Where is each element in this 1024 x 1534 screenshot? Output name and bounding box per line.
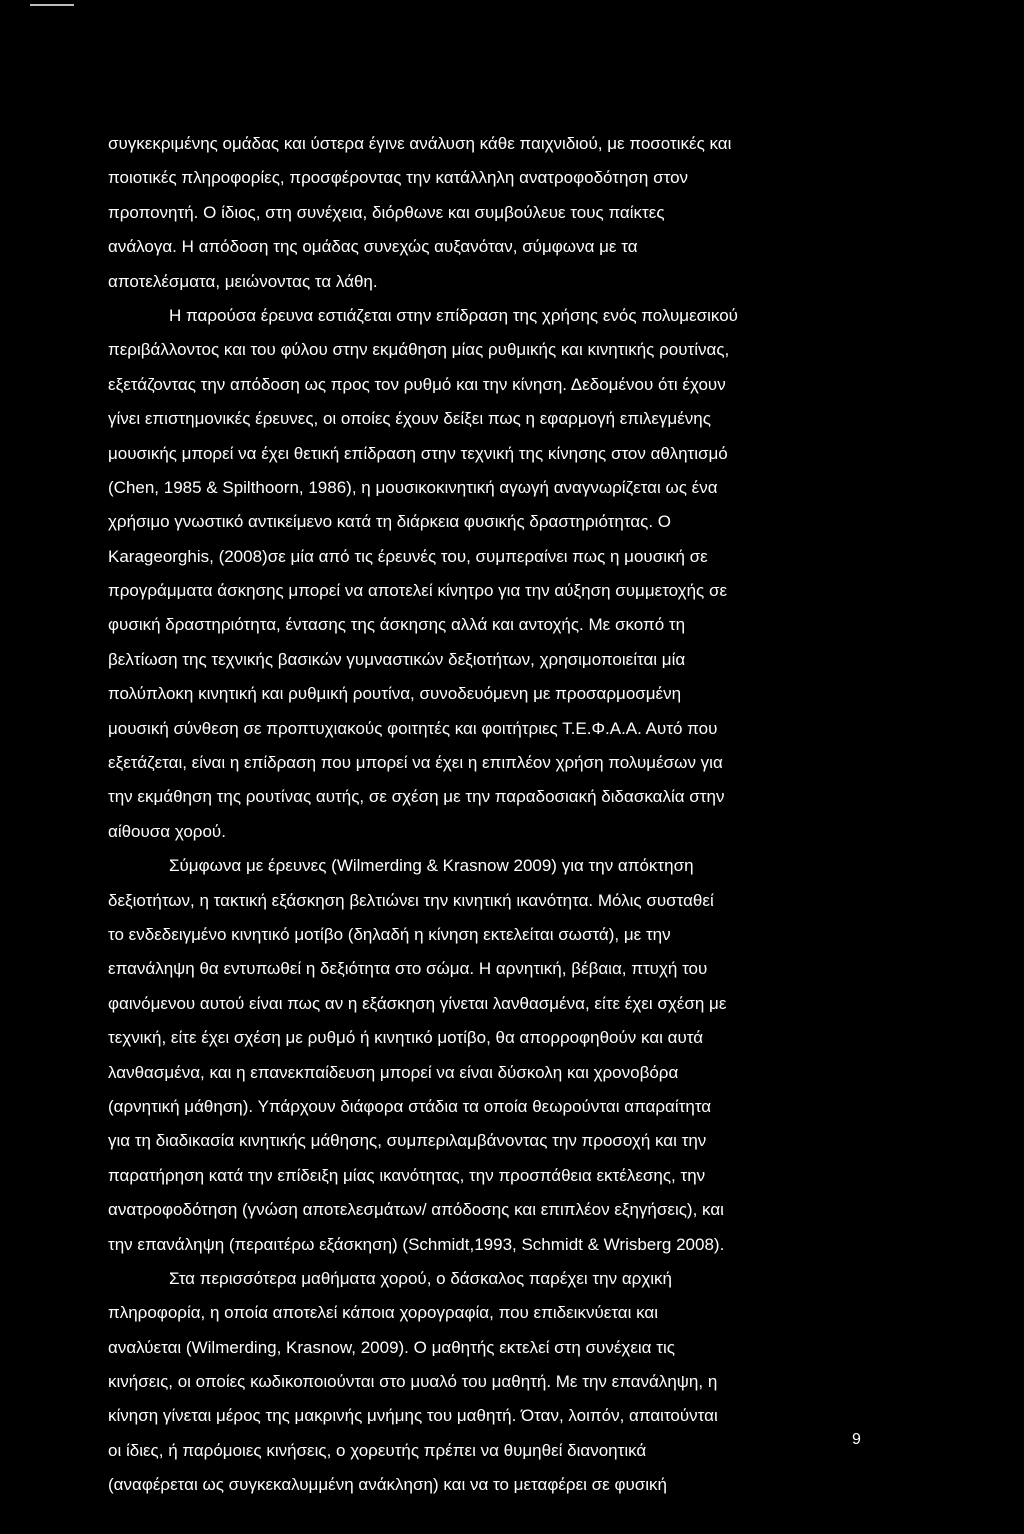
text-line: δεξιοτήτων, η τακτική εξάσκηση βελτιώνει την κινητική ικανότητα. Μόλις συσταθεί	[108, 890, 714, 910]
text-line: κινήσεις, οι οποίες κωδικοποιούνται στο μυαλό του μαθητή. Με την επανάληψη, η	[108, 1372, 718, 1392]
text-line: αποτελέσματα, μειώνοντας τα λάθη.	[108, 271, 378, 291]
text-line: πληροφορία, η οποία αποτελεί κάποια χορογραφία, που επιδεικνύεται και	[108, 1303, 659, 1323]
text-line: Στα περισσότερα μαθήματα χορού, ο δάσκαλος παρέχει την αρχική	[169, 1268, 672, 1288]
text-line: αίθουσα χορού.	[108, 821, 226, 841]
text-line: (Chen, 1985 & Spilthoorn, 1986), η μουσικοκινητική αγωγή αναγνωρίζεται ως ένα	[108, 477, 718, 497]
text-line: κίνηση γίνεται μέρος της μακρινής μνήμης του μαθητή. Όταν, λοιπόν, απαιτούνται	[108, 1406, 718, 1426]
text-line: συγκεκριμένης ομάδας και ύστερα έγινε ανάλυση κάθε παιχνιδιού, με ποσοτικές και	[108, 134, 732, 153]
text-line: χρήσιμο γνωστικό αντικείμενο κατά τη διάρκεια φυσικής δραστηριότητας. Ο	[108, 512, 672, 532]
document-body	[108, 127, 898, 1503]
text-line: βελτίωση της τεχνικής βασικών γυμναστικών δεξιοτήτων, χρησιμοποιείται μία	[108, 649, 686, 669]
text-line: εξετάζοντας την απόδοση ως προς τον ρυθμό και την κίνηση. Δεδομένου ότι έχουν	[108, 374, 726, 394]
page-number: 9	[852, 1431, 861, 1448]
text-line: φαινόμενου αυτού είναι πως αν η εξάσκηση γίνεται λανθασμένα, είτε έχει σχέση με	[108, 993, 727, 1013]
text-line: αναλύεται (Wilmerding, Krasnow, 2009). Ο μαθητής εκτελεί στη συνέχεια τις	[108, 1337, 675, 1357]
text-line: τεχνική, είτε έχει σχέση με ρυθμό ή κινητικό μοτίβο, θα απορροφηθούν και αυτά	[108, 1028, 704, 1048]
text-line: περιβάλλοντος και του φύλου στην εκμάθηση μίας ρυθμικής και κινητικής ρουτίνας,	[108, 340, 730, 360]
text-line: εξετάζεται, είναι η επίδραση που μπορεί να έχει η επιπλέον χρήση πολυμέσων για	[108, 753, 723, 773]
text-line: μουσική σύνθεση σε προπτυχιακούς φοιτητές και φοιτήτριες Τ.Ε.Φ.Α.Α. Αυτό που	[108, 718, 718, 738]
text-line: ποιοτικές πληροφορίες, προσφέροντας την κατάλληλη ανατροφοδότηση στον	[108, 168, 689, 188]
text-line: (αναφέρεται ως συγκεκαλυμμένη ανάκληση) και να το μεταφέρει σε φυσική	[108, 1475, 668, 1495]
text-line: την επανάληψη (περαιτέρω εξάσκηση) (Schmidt,1993, Schmidt & Wrisberg 2008).	[108, 1234, 725, 1254]
text-line: λανθασμένα, και η επανεκπαίδευση μπορεί να είναι δύσκολη και χρονοβόρα	[108, 1062, 679, 1082]
text-line: φυσική δραστηριότητα, έντασης της άσκησης αλλά και αντοχής. Με σκοπό τη	[108, 615, 686, 635]
scan-edge-mark	[30, 4, 74, 6]
text-line: προπονητή. Ο ίδιος, στη συνέχεια, διόρθωνε και συμβούλευε τους παίκτες	[108, 202, 665, 222]
text-line: για τη διαδικασία κινητικής μάθησης, συμπεριλαμβάνοντας την προσοχή και την	[108, 1131, 707, 1151]
text-line: ανατροφοδότηση (γνώση αποτελεσμάτων/ απόδοσης και επιπλέον εξηγήσεις), και	[108, 1200, 724, 1220]
text-line: οι ίδιες, ή παρόμοιες κινήσεις, ο χορευτής πρέπει να θυμηθεί διανοητικά	[108, 1440, 647, 1460]
text-line: μουσικής μπορεί να έχει θετική επίδραση στην τεχνική της κίνησης στον αθλητισμό	[108, 443, 728, 463]
text-line: ανάλογα. Η απόδοση της ομάδας συνεχώς αυξανόταν, σύμφωνα με τα	[108, 237, 638, 257]
text-line: την εκμάθηση της ρουτίνας αυτής, σε σχέση με την παραδοσιακή διδασκαλία στην	[108, 787, 725, 807]
text-line: (αρνητική μάθηση). Υπάρχουν διάφορα στάδια τα οποία θεωρούνται απαραίτητα	[108, 1096, 712, 1116]
text-line: πολύπλοκη κινητική και ρυθμική ρουτίνα, συνοδευόμενη με προσαρμοσμένη	[108, 684, 682, 704]
text-line: γίνει επιστημονικές έρευνες, οι οποίες έχουν δείξει πως η εφαρμογή επιλεγμένης	[108, 409, 711, 429]
text-line: Η παρούσα έρευνα εστιάζεται στην επίδραση της χρήσης ενός πολυμεσικού	[169, 305, 738, 325]
text-line: προγράμματα άσκησης μπορεί να αποτελεί κίνητρο για την αύξηση συμμετοχής σε	[108, 581, 728, 601]
text-line: το ενδεδειγμένο κινητικό μοτίβο (δηλαδή η κίνηση εκτελείται σωστά), με την	[108, 924, 671, 944]
text-line: Σύμφωνα με έρευνες (Wilmerding & Krasnow 2009) για την απόκτηση	[169, 856, 694, 876]
text-line: Karageorghis, (2008)σε μία από τις έρευνές του, συμπεραίνει πως η μουσική σε	[108, 546, 708, 566]
text-line: επανάληψη θα εντυπωθεί η δεξιότητα στο σώμα. Η αρνητική, βέβαια, πτυχή του	[108, 959, 708, 979]
text-line: παρατήρηση κατά την επίδειξη μίας ικανότητας, την προσπάθεια εκτέλεσης, την	[108, 1165, 706, 1185]
